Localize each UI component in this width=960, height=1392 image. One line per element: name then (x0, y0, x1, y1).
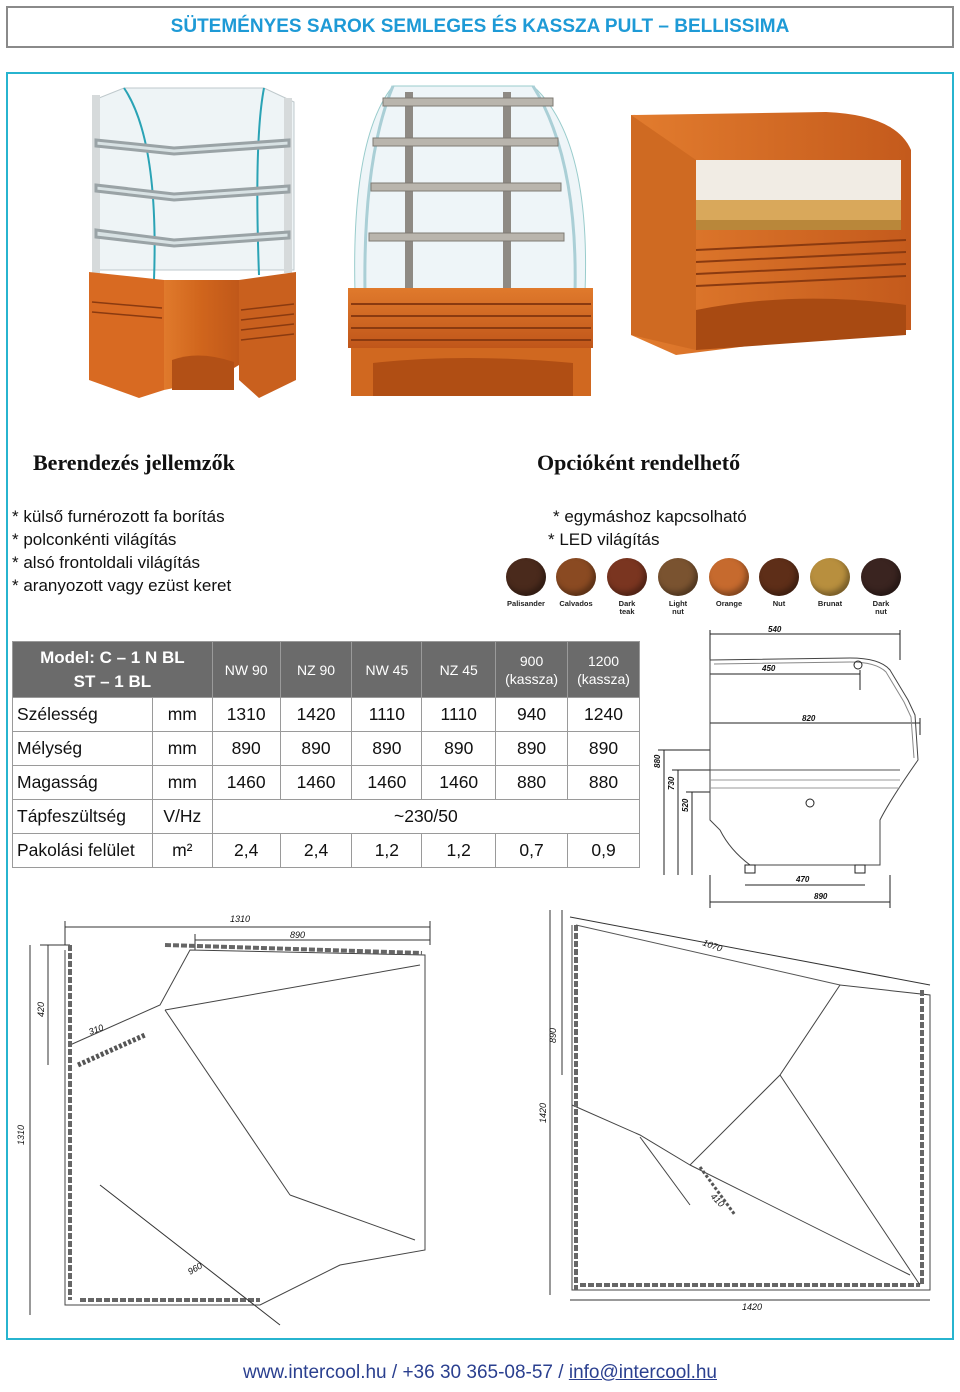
dimension-label: 1420 (742, 1302, 763, 1312)
swatch-dot (556, 558, 596, 596)
column-sub: (kassza) (505, 670, 559, 687)
column-header (496, 642, 568, 698)
spec-table (12, 641, 640, 868)
dimension-label: 960 (186, 1260, 205, 1277)
dimension-label: 410 (708, 1191, 727, 1210)
row-unit: mm (152, 732, 212, 766)
table-cell: 890 (280, 732, 352, 766)
dimension-label: 1070 (701, 937, 724, 954)
corner-case-photo (84, 80, 304, 410)
swatch-dark-nut (855, 558, 907, 616)
wood-swatches (500, 558, 910, 618)
swatch-dot (861, 558, 901, 596)
dimension-label: 890 (548, 1027, 558, 1043)
dimension-label: 730 (667, 776, 676, 790)
swatch-dot (506, 558, 546, 596)
swatch-label: Nut (772, 599, 786, 608)
swatch-calvados (550, 558, 602, 608)
swatch-nut (753, 558, 805, 608)
table-row (13, 766, 640, 800)
column-header (352, 642, 422, 698)
feature-item: * alsó frontoldali világítás (12, 553, 201, 572)
column-name: 1200 (587, 652, 620, 669)
table-cell: 2,4 (212, 834, 280, 868)
email-link[interactable]: info@intercool.hu (568, 1362, 717, 1383)
footer-separator: / (553, 1362, 569, 1383)
column-name: NW 90 (224, 661, 268, 678)
curved-case-photo (343, 78, 598, 408)
left-floor-plan (10, 905, 450, 1330)
model-line-2: ST – 1 BL (73, 671, 152, 691)
footer-separator: / (386, 1362, 403, 1383)
swatch-label: Palisander (507, 599, 545, 608)
table-cell: 1460 (280, 766, 352, 800)
table-cell: 1,2 (352, 834, 422, 868)
phone-number: +36 30 365-08-57 (402, 1362, 553, 1383)
options-heading: Opcióként rendelhető (537, 450, 741, 475)
table-cell: 880 (568, 766, 640, 800)
dimension-label: 890 (814, 892, 828, 901)
dimension-label: 820 (802, 714, 816, 723)
dimension-label: 1310 (230, 914, 251, 924)
feature-item: * aranyozott vagy ezüst keret (12, 576, 232, 595)
dimension-label: 310 (87, 1022, 105, 1037)
website-link[interactable]: www.intercool.hu (242, 1362, 387, 1383)
feature-item: * polconkénti világítás (12, 530, 177, 549)
model-line-1: Model: C – 1 N BL (40, 647, 185, 667)
dimension-label: 420 (36, 1001, 46, 1017)
row-unit: mm (152, 698, 212, 732)
swatch-orange (703, 558, 755, 608)
row-unit: V/Hz (152, 800, 212, 834)
swatch-palisander (500, 558, 552, 608)
table-row (13, 732, 640, 766)
features-list (12, 505, 231, 597)
table-cell: 940 (496, 698, 568, 732)
row-label: Pakolási felület (13, 834, 153, 868)
column-header (422, 642, 496, 698)
table-cell: 1110 (422, 698, 496, 732)
table-row (13, 834, 640, 868)
table-cell: 890 (422, 732, 496, 766)
cash-counter-photo (626, 110, 916, 360)
swatch-label: Dark nut (872, 599, 890, 616)
column-name: NZ 45 (439, 661, 478, 678)
column-header (212, 642, 280, 698)
swatch-dot (759, 558, 799, 596)
option-item: * egymáshoz kapcsolható (553, 507, 747, 526)
table-cell: 890 (496, 732, 568, 766)
table-cell: 890 (568, 732, 640, 766)
swatch-light-nut (652, 558, 704, 616)
dimension-label: 1310 (16, 1124, 26, 1145)
page-title: SÜTEMÉNYES SAROK SEMLEGES ÉS KASSZA PULT – BELLISSIMA (170, 16, 790, 37)
dimension-label: 470 (796, 875, 810, 884)
swatch-dot (810, 558, 850, 596)
table-cell: ~230/50 (212, 800, 639, 834)
features-heading: Berendezés jellemzők (33, 450, 235, 475)
option-item: * LED világítás (548, 530, 660, 549)
column-name: NZ 90 (296, 661, 336, 678)
swatch-label: Light nut (668, 599, 688, 616)
table-cell: 1310 (212, 698, 280, 732)
dimension-label: 1420 (538, 1102, 548, 1123)
row-unit: m² (152, 834, 212, 868)
row-label: Mélység (13, 732, 153, 766)
column-header (280, 642, 352, 698)
table-cell: 1240 (568, 698, 640, 732)
swatch-label: Dark teak (618, 599, 636, 616)
right-floor-plan (510, 905, 950, 1330)
row-label: Szélesség (13, 698, 153, 732)
row-label: Tápfeszültség (13, 800, 153, 834)
dimension-label: 540 (768, 625, 782, 634)
swatch-dot (658, 558, 698, 596)
swatch-label: Brunat (817, 599, 843, 608)
swatch-dot (709, 558, 749, 596)
side-section-drawing (650, 620, 950, 910)
dimension-label: 520 (681, 798, 690, 812)
swatch-dot (607, 558, 647, 596)
table-cell: 880 (496, 766, 568, 800)
table-row (13, 800, 640, 834)
dimension-label: 450 (762, 664, 776, 673)
column-name: NW 45 (365, 661, 409, 678)
dimension-label: 880 (653, 754, 662, 768)
table-cell: 0,9 (568, 834, 640, 868)
table-header-row (13, 642, 640, 698)
dimension-label: 890 (290, 930, 306, 940)
table-cell: 1420 (280, 698, 352, 732)
footer (0, 1362, 960, 1384)
swatch-brunat (804, 558, 856, 608)
table-row (13, 698, 640, 732)
column-sub: (kassza) (577, 670, 630, 687)
table-cell: 2,4 (280, 834, 352, 868)
title-bar (6, 6, 954, 48)
table-cell: 890 (352, 732, 422, 766)
swatch-label: Calvados (559, 599, 593, 608)
table-cell: 1,2 (422, 834, 496, 868)
swatch-dark-teak (601, 558, 653, 616)
model-cell (13, 642, 213, 698)
feature-item: * külső furnérozott fa borítás (12, 507, 225, 526)
row-unit: mm (152, 766, 212, 800)
column-name: 900 (519, 652, 544, 669)
table-cell: 890 (212, 732, 280, 766)
row-label: Magasság (13, 766, 153, 800)
table-cell: 0,7 (496, 834, 568, 868)
table-cell: 1460 (422, 766, 496, 800)
table-cell: 1460 (212, 766, 280, 800)
swatch-label: Orange (715, 599, 743, 608)
column-header (568, 642, 640, 698)
table-cell: 1110 (352, 698, 422, 732)
table-cell: 1460 (352, 766, 422, 800)
